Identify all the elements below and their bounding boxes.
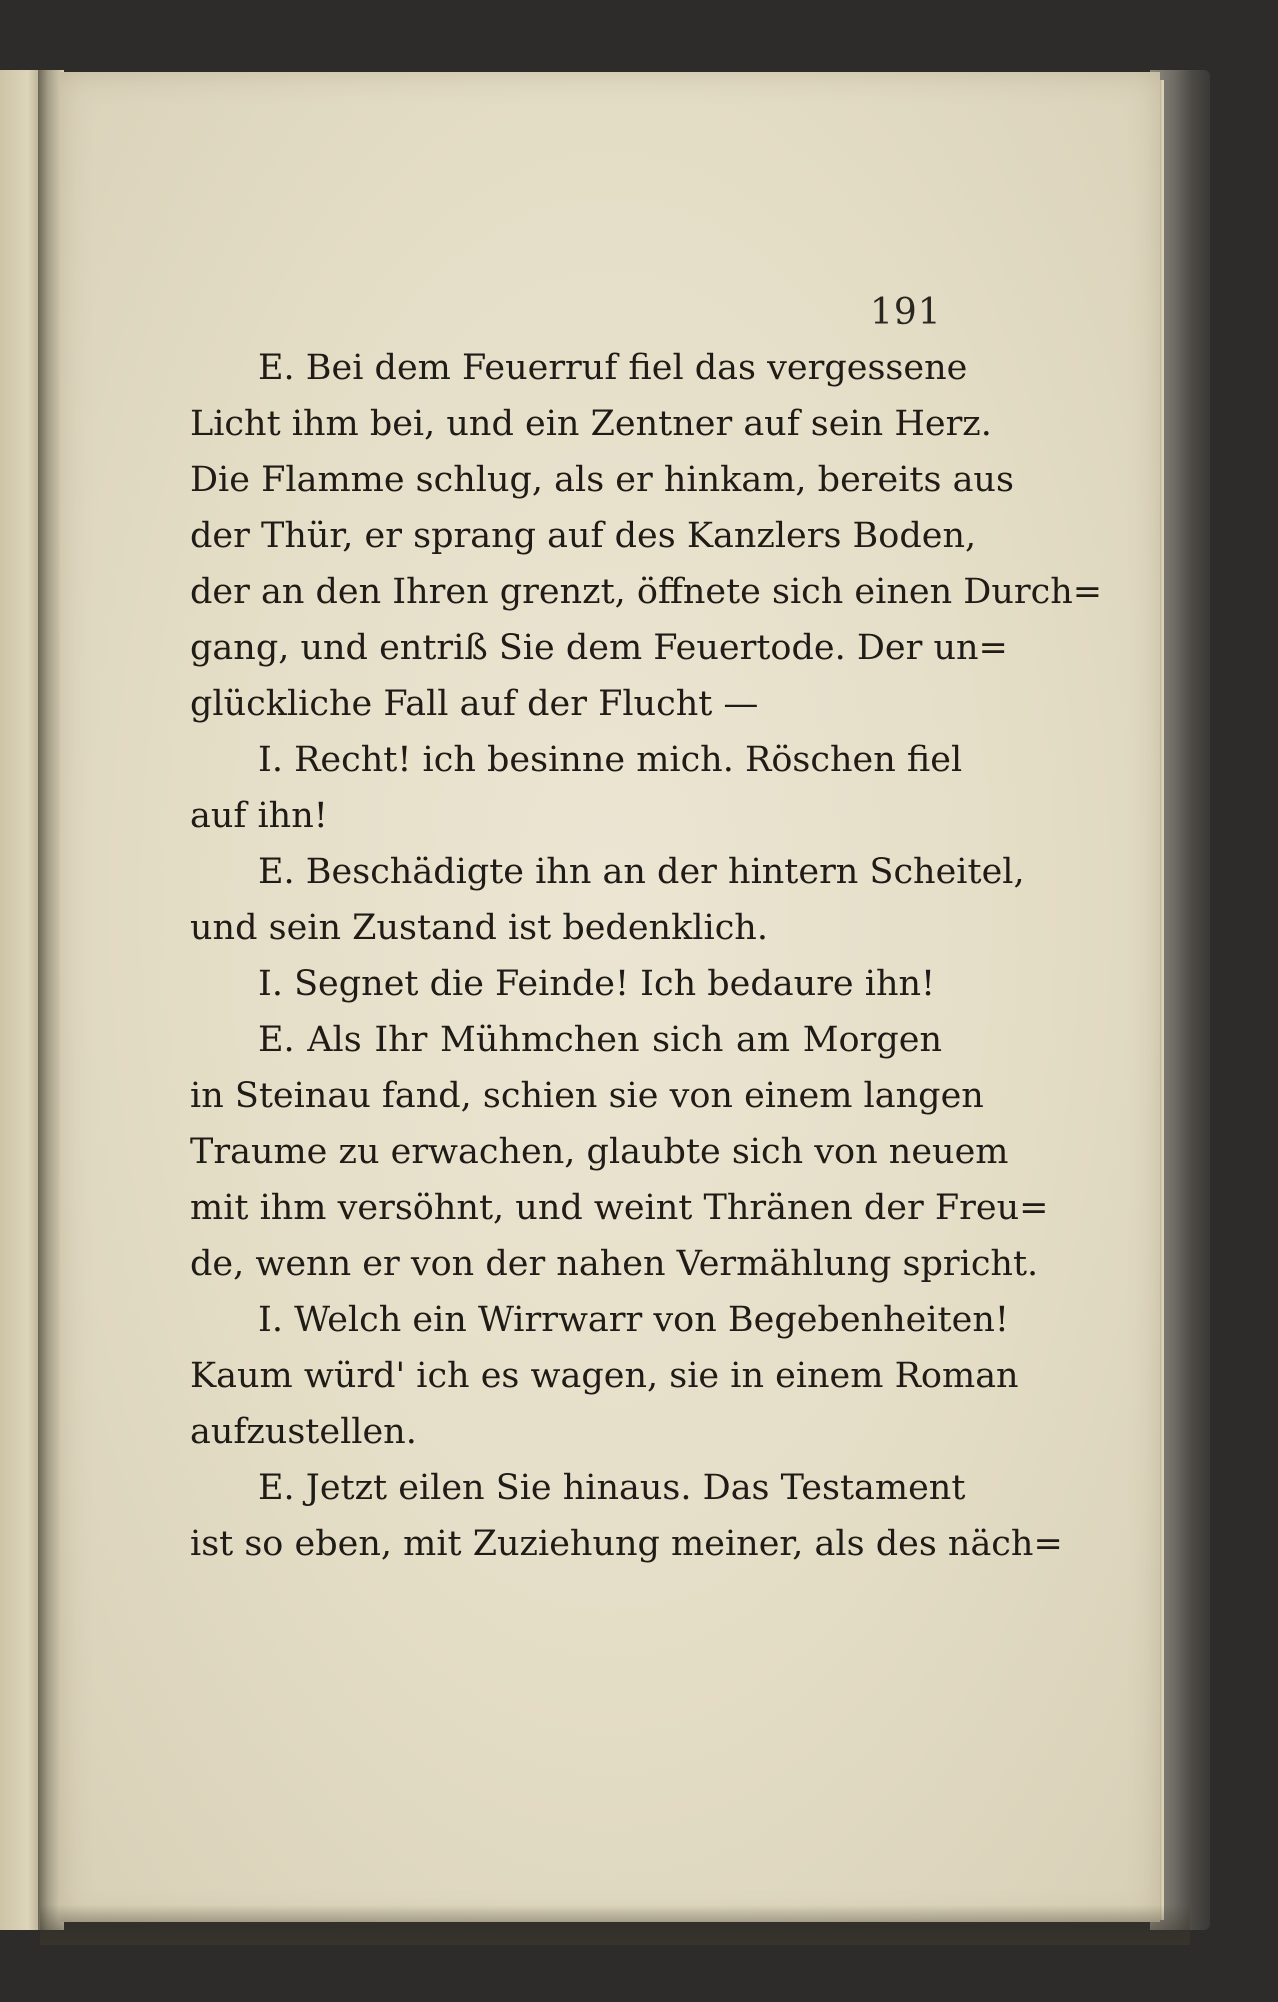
text-line: auf ihn! (190, 796, 328, 836)
text-line: Licht ihm bei, und ein Zentner auf sein Herz. (190, 404, 992, 444)
text-line: der Thür, er sprang auf des Kanzlers Boden, (190, 516, 977, 556)
text-line: I. Segnet die Feinde! Ich bedaure ihn! (258, 964, 936, 1004)
text-line: gang, und entriß Sie dem Feuertode. Der un= (190, 628, 1008, 668)
text-line: der an den Ihren grenzt, öffnete sich einen Durch= (190, 572, 1103, 612)
text-line: de, wenn er von der nahen Vermählung spricht. (190, 1244, 1039, 1284)
text-line: ist so eben, mit Zuziehung meiner, als des näch= (190, 1524, 1063, 1564)
page-body-text (190, 340, 1103, 1572)
page-bottom-shadow (40, 1905, 1190, 1945)
text-line: E. Beschädigte ihn an der hintern Scheitel, (258, 852, 1025, 892)
page-number: 191 (870, 292, 942, 333)
text-line: glückliche Fall auf der Flucht — (190, 684, 759, 724)
text-line: Traume zu erwachen, glaubte sich von neuem (190, 1132, 1009, 1172)
text-line: aufzustellen. (190, 1412, 417, 1452)
text-line: E. Jetzt eilen Sie hinaus. Das Testament (258, 1468, 966, 1508)
text-line: Kaum würd' ich es wagen, sie in einem Roman (190, 1356, 1019, 1396)
text-line: Die Flamme schlug, als er hinkam, bereits aus (190, 460, 1014, 500)
text-line: I. Welch ein Wirrwarr von Begebenheiten! (258, 1300, 1009, 1340)
text-line: E. Bei dem Feuerruf fiel das vergessene (258, 348, 968, 388)
facing-page-edge (0, 70, 40, 1930)
text-line: E. Als Ihr Mühmchen sich am Morgen (258, 1020, 942, 1060)
text-line: mit ihm versöhnt, und weint Thränen der Freu= (190, 1188, 1049, 1228)
text-line: I. Recht! ich besinne mich. Röschen fiel (258, 740, 963, 780)
text-line: und sein Zustand ist bedenklich. (190, 908, 768, 948)
text-line: in Steinau fand, schien sie von einem langen (190, 1076, 984, 1116)
